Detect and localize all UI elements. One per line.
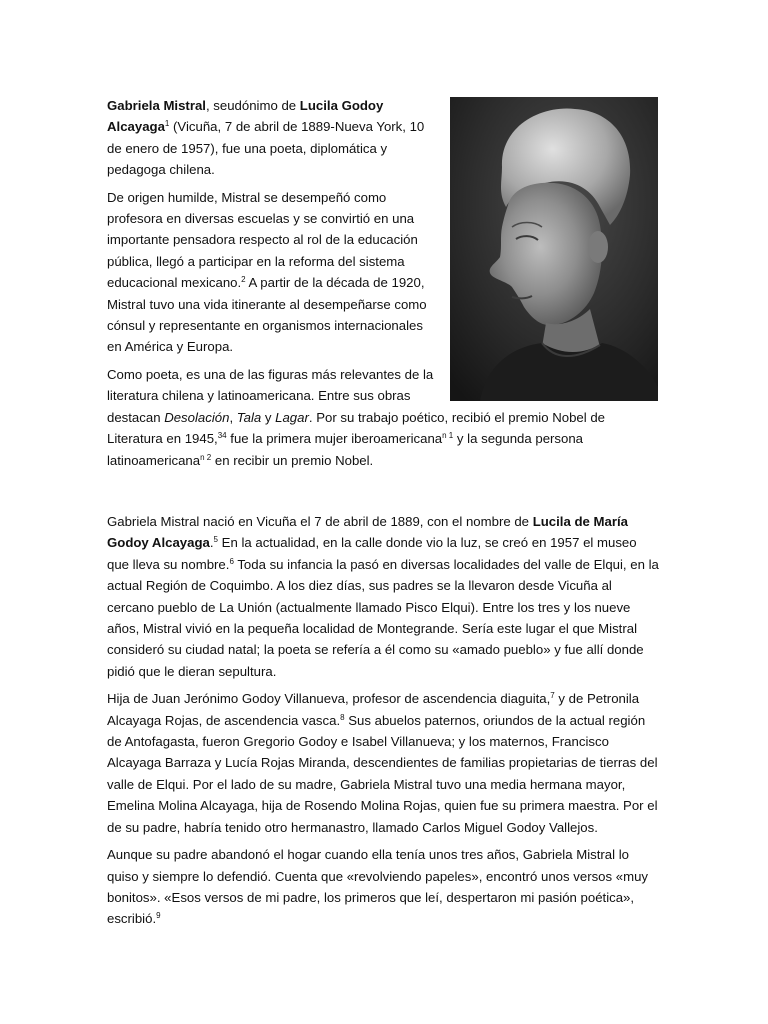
text-segment: , seudónimo de — [205, 98, 300, 113]
text-segment: destacan — [107, 409, 165, 425]
work-title-tala: Tala — [236, 409, 262, 425]
text-segment: Gabriela Mistral nació en Vicuña el 7 de abril de 1889, con el nombre de — [107, 514, 533, 529]
footnote-ref[interactable]: 8 — [340, 712, 345, 722]
text-segment: Sus abuelos paternos, oriundos de la actual región de Antofagasta, fueron Gregorio Godoy e Isabel Villanueva; y los maternos, Francisco Alcayaga Barraza y Lucía Rojas Miranda, descendientes de familias propietarias de tierras del valle de Elqui. Por el lado de su madre, Gabriela Mistral tuvo una media hermana mayor, Emelina Molina Alcayaga, hija de Rosendo Molina Rojas, quien fue su primera maestra. Por el de su padre, habría tenido otro hermanastro, llamado Carlos Miguel Godoy Vallejos. — [107, 712, 658, 835]
name-bold-gabriela: Gabriela Mistral — [107, 98, 206, 113]
biography-paragraph-1 — [107, 511, 662, 682]
text-segment: (Vicuña, 7 de abril de 1889-Nueva York, 10 de enero de 1957), fue una poeta, diplomática y pedagoga chilena. — [107, 119, 425, 178]
text-segment: En la actualidad, en la calle donde vio la luz, se creó en 1957 el museo que lleva su nombre. — [107, 535, 637, 572]
birth-name-bold: Lucila de María Godoy Alcayaga — [107, 514, 628, 551]
note-ref[interactable]: n 2 — [200, 452, 212, 462]
text-segment: y de Petronila Alcayaga Rojas, de ascendencia vasca. — [107, 691, 640, 728]
footnote-ref[interactable]: 6 — [229, 556, 234, 566]
biography-paragraph-3 — [107, 844, 662, 930]
text-segment: Hija de Juan Jerónimo Godoy Villanueva, profesor de ascendencia diaguita, — [107, 691, 551, 707]
biography-section — [107, 511, 662, 930]
footnote-ref[interactable]: 34 — [217, 431, 227, 441]
footnote-ref[interactable]: 9 — [156, 911, 161, 921]
text-segment: y — [261, 409, 276, 425]
biography-paragraph-2 — [107, 688, 662, 838]
text-segment: fue la primera mujer iberoamericana — [226, 431, 443, 447]
text-segment: , — [229, 409, 237, 425]
text-segment: y la segunda persona latinoamericana — [107, 431, 584, 468]
intro-paragraph-3 — [107, 364, 662, 471]
intro-paragraph-2 — [107, 187, 439, 358]
note-ref[interactable]: n 1 — [442, 431, 454, 441]
text-segment: Aunque su padre abandonó el hogar cuando ella tenía unos tres años, Gabriela Mistral lo quiso y siempre lo defendió. Cuenta que «revolviendo papeles», encontró unos versos «muy bonitos». «Esos versos de mi padre, los primeros que leí, despertaron mi pasión poética», escribió. — [107, 847, 649, 927]
text-segment: en recibir un premio Nobel. — [211, 452, 374, 468]
intro-paragraph-1 — [107, 95, 439, 181]
work-title-lagar: Lagar — [275, 409, 309, 425]
text-segment: A partir de la década de 1920, Mistral tuvo una vida itinerante al desempeñarse como cónsul y representante en organismos internacionales en América y Europa. — [107, 275, 427, 355]
footnote-ref[interactable]: 1 — [164, 119, 170, 129]
footnote-ref[interactable]: 7 — [550, 691, 555, 701]
text-segment: Como poeta, es una de las figuras más relevantes de la literatura chilena y latinoamericana. Entre sus obras — [107, 366, 434, 404]
text-segment: . — [209, 535, 214, 551]
footnote-ref[interactable]: 5 — [213, 535, 218, 545]
footnote-ref[interactable]: 2 — [241, 275, 246, 285]
intro-section — [107, 95, 662, 471]
name-bold-lucila: Lucila Godoy Alcayaga — [107, 98, 384, 135]
text-segment: De origen humilde, Mistral se desempeñó como profesora en diversas escuelas y se convirtió en una importante pensadora respecto al rol de la educación pública, llegó a participar en la reforma del sistema educacional mexicano. — [107, 189, 418, 291]
text-segment: . Por su trabajo poético, recibió el premio Nobel de Literatura en 1945, — [107, 409, 606, 447]
work-title-desolacion: Desolación — [164, 409, 230, 425]
text-segment: Toda su infancia la pasó en diversas localidades del valle de Elqui, en la actual Región de Coquimbo. A los diez días, sus padres se la llevaron desde Vicuña al cercano pueblo de La Unión (actualmente llamado Pisco Elqui). Entre los tres y los nueve años, Mistral vivió en la pequeña localidad de Montegrande. Sería este lugar el que Mistral consideró su ciudad natal; la poeta se refería a él como su «amado pueblo» y fue allí donde pidió que le dieran sepultura. — [107, 556, 659, 679]
